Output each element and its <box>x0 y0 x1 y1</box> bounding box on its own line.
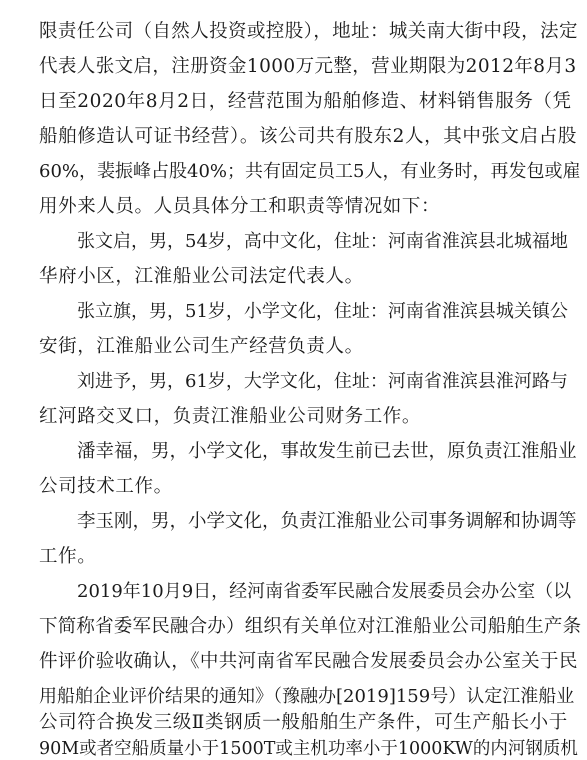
evaluation-paragraph-line-3: 件评价验收确认，《中共河南省军民融合发展委员会办公室关于民 <box>39 651 578 672</box>
text-line-5: 60%，裴振峰占股40%；共有固定员工5人，有业务时，再发包或雇 <box>39 161 581 182</box>
evaluation-paragraph-line-6: 90M或者空船质量小于1500T或主机功率小于1000KW的内河钢质机 <box>39 739 578 759</box>
person-liu-jinyu-line-1: 刘进予，男，61岁，大学文化，住址：河南省淮滨县淮河路与 <box>77 371 568 392</box>
person-pan-xingfu-line-1: 潘幸福，男，小学文化，事故发生前已去世，原负责江淮船业 <box>77 441 577 462</box>
person-liu-jinyu-line-2: 红河路交叉口，负责江淮船业公司财务工作。 <box>39 406 422 427</box>
evaluation-paragraph-line-5: 公司符合换发三级Ⅱ类钢质一般船舶生产条件，可生产船长小于 <box>39 712 568 733</box>
person-pan-xingfu-line-2: 公司技术工作。 <box>39 476 173 497</box>
evaluation-paragraph-line-4: 用船舶企业评价结果的通知》（豫融办[2019]159号）认定江淮船业 <box>39 686 575 707</box>
text-line-1: 限责任公司（自然人投资或控股），地址：城关南大街中段，法定 <box>39 21 578 42</box>
text-line-2: 代表人张文启，注册资金1000万元整，营业期限为2012年8月3 <box>39 56 577 77</box>
person-zhang-wenqi-line-2: 华府小区，江淮船业公司法定代表人。 <box>39 266 364 287</box>
person-zhang-liqi-line-1: 张立旗，男，51岁，小学文化，住址：河南省淮滨县城关镇公 <box>77 301 568 322</box>
evaluation-paragraph-line-1: 2019年10月9日，经河南省委军民融合发展委员会办公室（以 <box>77 581 572 602</box>
text-line-3: 日至2020年8月2日，经营范围为船舶修造、材料销售服务（凭 <box>39 91 572 112</box>
text-line-4: 船舶修造认可证书经营）。该公司共有股东2人，其中张文启占股 <box>39 126 577 147</box>
person-zhang-liqi-line-2: 安街，江淮船业公司生产经营负责人。 <box>39 336 364 357</box>
text-line-6: 用外来人员。人员具体分工和职责等情况如下： <box>39 196 441 217</box>
person-li-yugang-line-1: 李玉刚，男，小学文化，负责江淮船业公司事务调解和协调等 <box>77 511 577 532</box>
evaluation-paragraph-line-2: 下简称省委军民融合办）组织有关单位对江淮船业公司船舶生产条 <box>39 616 582 637</box>
person-zhang-wenqi-line-1: 张文启，男，54岁，高中文化，住址：河南省淮滨县北城福地 <box>77 231 568 252</box>
person-li-yugang-line-2: 工作。 <box>39 546 97 567</box>
